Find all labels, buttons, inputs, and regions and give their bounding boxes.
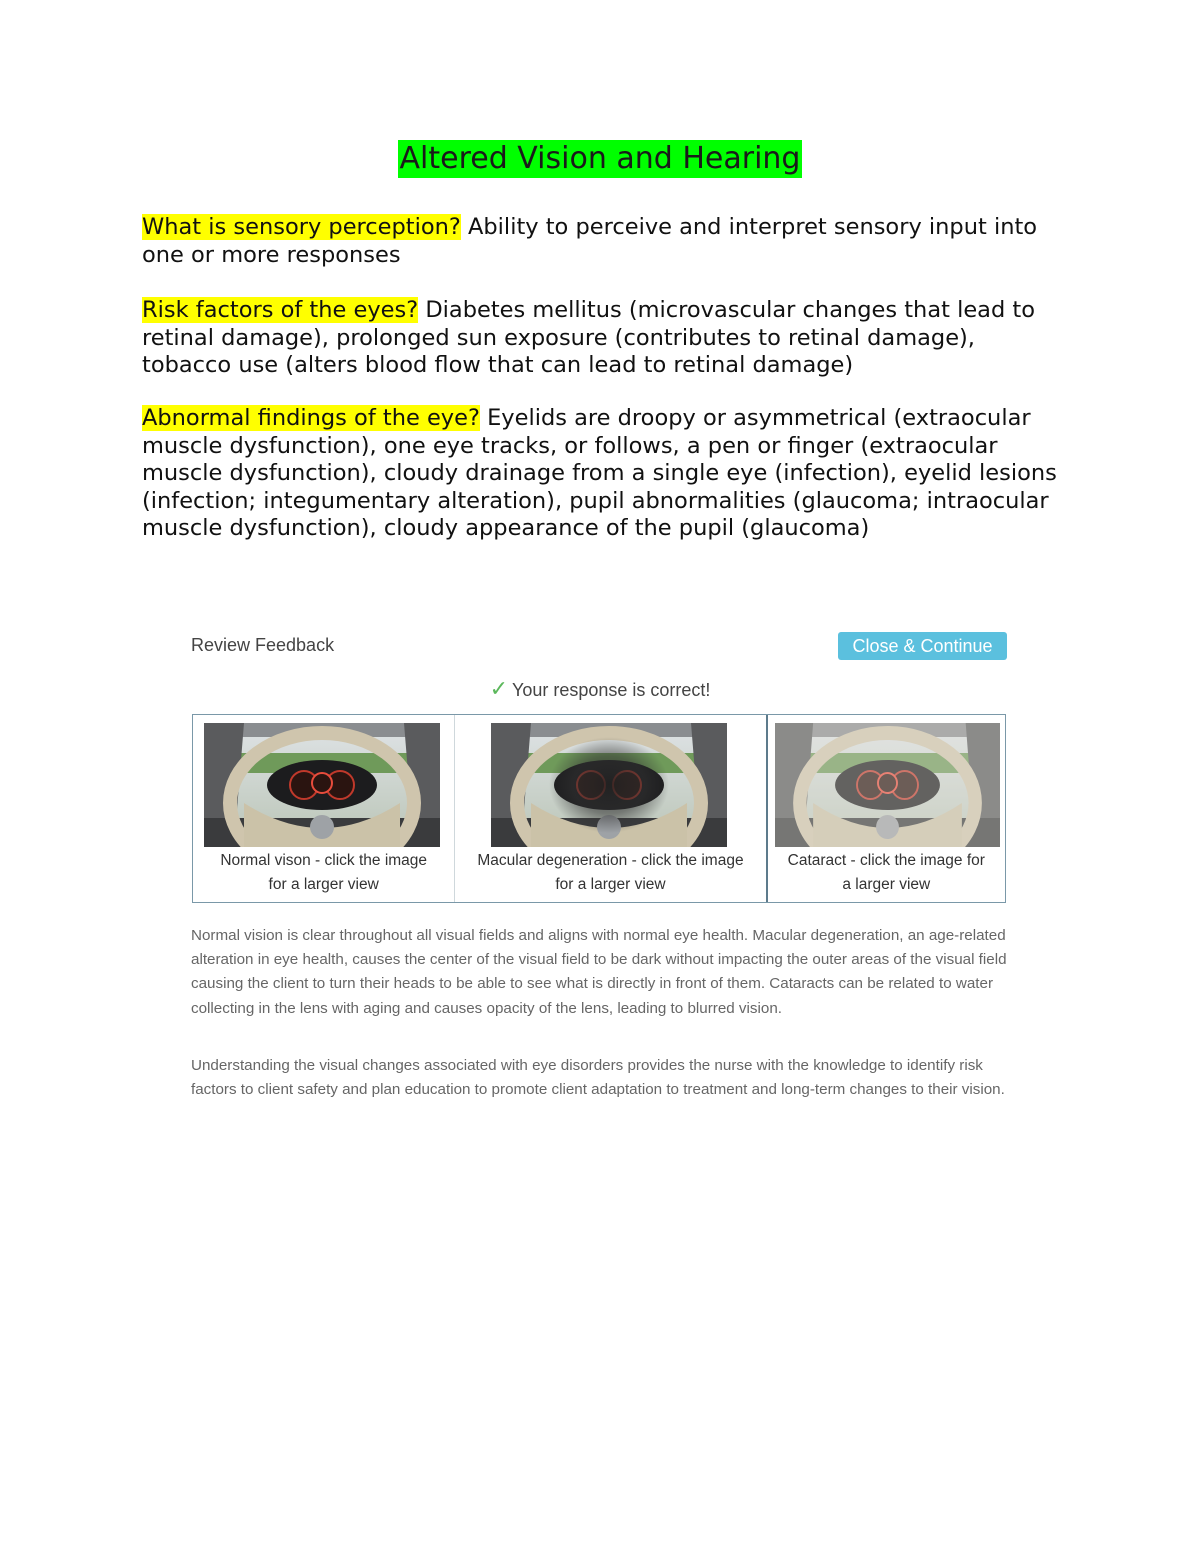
caption-line: a larger view (842, 876, 931, 893)
feedback-paragraph-2: Understanding the visual changes associated with eye disorders provides the nurse with the knowledge to identify risk factors to client safety and plan education to promote client adaptation to treatment and long-term changes to their vision. (191, 1057, 1005, 1099)
section-risk-factors (142, 297, 1057, 380)
question-label: Abnormal findings of the eye? (142, 405, 480, 431)
answer-text: Diabetes mellitus (microvascular changes that lead to retinal damage), prolonged sun exposure (contributes to retinal damage), tobacco use (alters blood flow that can lead to retinal damage) (142, 297, 1035, 378)
macular-degeneration-photo[interactable] (491, 723, 727, 847)
checkmark-icon: ✓ (489, 676, 508, 701)
caption-line: for a larger view (268, 876, 379, 893)
caption-line: Macular degeneration - click the image (477, 852, 744, 869)
image-cell-macular[interactable] (454, 715, 765, 902)
image-caption (768, 849, 1005, 897)
section-abnormal-findings (142, 405, 1057, 543)
normal-vision-photo[interactable] (204, 723, 440, 847)
response-status (180, 676, 1020, 702)
question-label: What is sensory perception? (142, 214, 461, 240)
caption-line: for a larger view (555, 876, 666, 893)
cataract-photo[interactable] (775, 723, 1000, 847)
image-caption (193, 849, 454, 897)
feedback-title: Review Feedback (191, 635, 335, 655)
review-feedback-screenshot (180, 618, 1020, 1138)
image-caption (455, 849, 765, 897)
image-cell-normal[interactable] (193, 715, 454, 902)
question-label: Risk factors of the eyes? (142, 297, 419, 323)
answer-text: Ability to perceive and interpret sensory input into one or more responses (142, 214, 1038, 268)
answer-text: Eyelids are droopy or asymmetrical (extraocular muscle dysfunction), one eye tracks, or follows, a pen or finger (extraocular muscle dysfunction), cloudy drainage from a single eye (infection), eyelid lesions (infection; integumentary alteration), pupil abnormalities (glaucoma; intraocular muscle dysfunction), cloudy appearance of the pupil (glaucoma) (142, 405, 1057, 541)
close-continue-button[interactable]: Close & Continue (838, 632, 1007, 660)
section-sensory-perception (142, 214, 1057, 269)
feedback-paragraph-1: Normal vision is clear throughout all visual fields and aligns with normal eye health. Macular degeneration, an age-related alteration in eye health, causes the center of the visual field to be dark without impacting the outer areas of the visual field causing the client to turn their heads to be able to see what is directly in front of them. Cataracts can be related to water collecting in the lens with aging and causes opacity of the lens, leading to blurred vision. (191, 927, 1007, 1017)
vision-image-grid (192, 714, 1006, 903)
status-text: Your response is correct! (512, 680, 711, 700)
caption-line: Normal vison - click the image (220, 852, 428, 869)
document-title: Altered Vision and Hearing (399, 141, 801, 176)
caption-line: Cataract - click the image for (787, 852, 985, 869)
title-row (0, 140, 1200, 178)
image-cell-cataract[interactable] (766, 715, 1005, 902)
